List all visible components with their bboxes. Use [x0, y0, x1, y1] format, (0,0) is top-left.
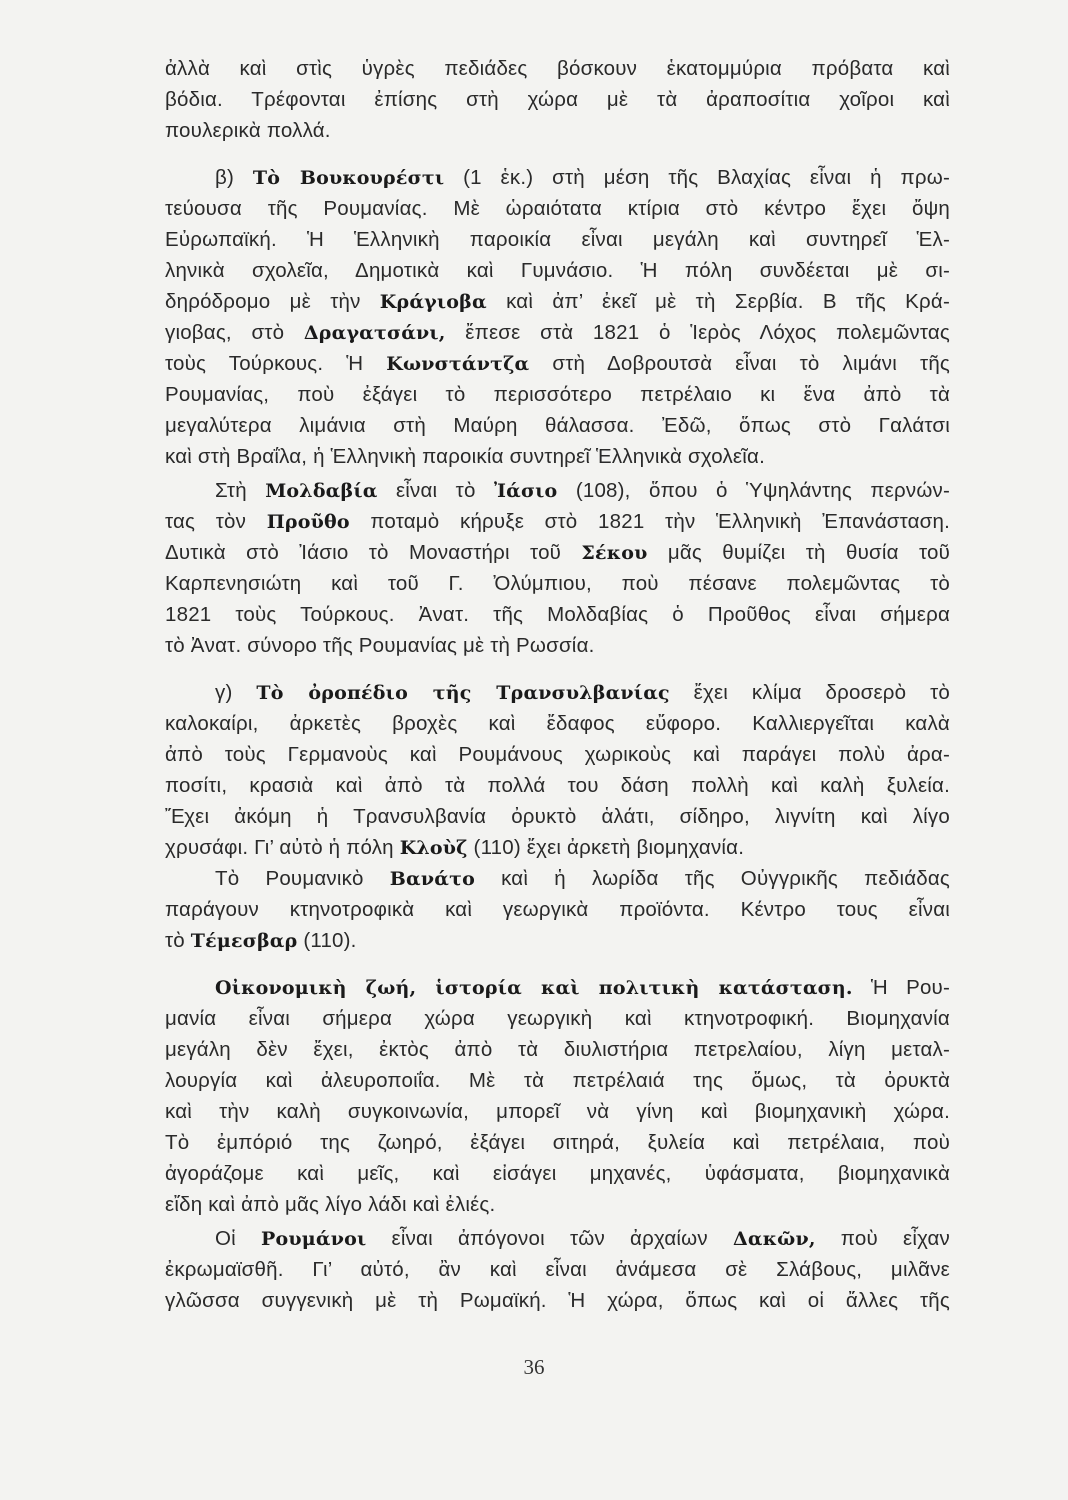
paragraph — [165, 972, 950, 1220]
text-segment: ποὺ εἶχαν — [815, 1227, 950, 1250]
text-segment: Τὸ ἐμπόριό της ζωηρό, ἐξάγει σιτηρά, ξυλεία καὶ πετρέλαια, ποὺ — [165, 1131, 950, 1154]
text-segment: (110). — [297, 929, 357, 952]
text-segment: ποταμὸ κήρυξε στὸ 1821 τὴν Ἑλληνικὴ Ἐπανάσταση. — [349, 510, 950, 533]
paragraph — [165, 863, 950, 956]
text-line — [165, 162, 950, 193]
text-segment: Ρουμανίας, ποὺ ἐξάγει τὸ περισσότερο πετρέλαιο κι ἕνα ἀπὸ τὰ — [165, 383, 950, 406]
text-segment: πουλερικὰ πολλά. — [165, 119, 331, 142]
text-line — [165, 475, 950, 506]
text-segment: τὸ — [165, 929, 191, 952]
text-line — [165, 863, 950, 894]
text-segment: Δυτικὰ στὸ Ἰάσιο τὸ Μοναστήρι τοῦ — [165, 541, 582, 564]
text-segment: Τὸ Ρουμανικὸ — [215, 867, 390, 890]
text-line — [165, 1096, 950, 1127]
paragraph — [165, 162, 950, 472]
text-line — [165, 410, 950, 441]
text-segment: γ) — [215, 681, 257, 704]
text-segment: καὶ τὴν καλὴ συγκοινωνία, μπορεῖ νὰ γίνη καὶ βιομηχανικὴ χώρα. — [165, 1100, 950, 1123]
text-segment: χρυσάφι. Γι’ αὐτὸ ἡ πόλη — [165, 836, 400, 859]
text-segment: στὴ Δοβρουτσὰ εἶναι τὸ λιμάνι τῆς — [529, 352, 950, 375]
text-segment: τὸ Ἀνατ. σύνορο τῆς Ρουμανίας μὲ τὴ Ρωσσία. — [165, 634, 595, 657]
text-segment: μανία εἶναι σήμερα χώρα γεωργικὴ καὶ κτηνοτροφική. Βιομηχανία — [165, 1007, 950, 1030]
text-segment: (110) ἔχει ἀρκετὴ βιομηχανία. — [467, 836, 745, 859]
text-segment: Καρπενησιώτη καὶ τοῦ Γ. Ὀλύμπιου, ποὺ πέσανε πολεμῶντας τὸ — [165, 572, 950, 595]
paragraph — [165, 53, 950, 146]
text-line — [165, 677, 950, 708]
bold-term: Ἰάσιο — [493, 480, 558, 502]
text-segment: βόδια. Τρέφονται ἐπίσης στὴ χώρα μὲ τὰ ἀραποσίτια χοῖροι καὶ — [165, 88, 950, 111]
bold-term: Κράγιοβα — [379, 291, 487, 313]
bold-term: Τὸ ὀροπέδιο τῆς Τρανσυλβανίας — [256, 682, 670, 704]
text-segment: Οἱ — [215, 1227, 262, 1250]
bold-term: Ρουμάνοι — [261, 1228, 367, 1250]
text-line — [165, 53, 950, 84]
text-line — [165, 1065, 950, 1096]
text-segment: ἔχει κλίμα δροσερὸ τὸ — [669, 681, 951, 704]
text-line — [165, 348, 950, 379]
text-line — [165, 801, 950, 832]
text-segment: Εὐρωπαϊκή. Ἡ Ἑλληνικὴ παροικία εἶναι μεγάλη καὶ συντηρεῖ Ἑλ- — [165, 228, 950, 251]
text-line — [165, 193, 950, 224]
text-line — [165, 1285, 950, 1316]
page-body — [165, 53, 950, 1316]
text-segment: (108), ὅπου ὁ Ὑψηλάντης περνών- — [557, 479, 951, 502]
text-line — [165, 317, 950, 348]
bold-term: Κωνστάντζα — [386, 353, 530, 375]
text-segment: μεγαλύτερα λιμάνια στὴ Μαύρη θάλασσα. Ἐδῶ, ὅπως στὸ Γαλάτσι — [165, 414, 950, 437]
text-segment: (1 ἑκ.) στὴ μέση τῆς Βλαχίας εἶναι ἡ πρω- — [444, 166, 950, 189]
text-segment: ποσίτι, κρασιὰ καὶ ἀπὸ τὰ πολλά του δάση πολλὴ καὶ καλὴ ξυλεία. — [165, 774, 950, 797]
page-number: 36 — [523, 1355, 545, 1379]
text-line — [165, 599, 950, 630]
paragraph — [165, 475, 950, 661]
text-segment: καὶ ἡ λωρίδα τῆς Οὐγγρικῆς πεδιάδας — [474, 867, 950, 890]
bold-term: Κλοὺζ — [399, 837, 468, 859]
text-segment: ληνικὰ σχολεῖα, Δημοτικὰ καὶ Γυμνάσιο. Ἡ πόλη συνδέεται μὲ σι- — [165, 259, 950, 282]
text-segment: εἶναι ἀπόγονοι τῶν ἀρχαίων — [366, 1227, 733, 1250]
text-segment: καλοκαίρι, ἀρκετὲς βροχὲς καὶ ἔδαφος εὔφορο. Καλλιεργεῖται καλὰ — [165, 712, 950, 735]
text-segment: ἀπὸ τοὺς Γερμανοὺς καὶ Ρουμάνους χωρικοὺς καὶ παράγει πολὺ ἀρα- — [165, 743, 950, 766]
text-segment: τοὺς Τούρκους. Ἡ — [165, 352, 387, 375]
bold-term: Βανάτο — [389, 868, 475, 890]
text-line — [165, 1158, 950, 1189]
text-segment: γλῶσσα συγγενικὴ μὲ τὴ Ρωμαϊκή. Ἡ χώρα, ὅπως καὶ οἱ ἄλλες τῆς — [165, 1289, 950, 1312]
text-segment: γιοβας, στὸ — [165, 321, 304, 344]
text-segment: δηρόδρομο μὲ τὴν — [165, 290, 380, 313]
bold-term: Σέκου — [581, 542, 648, 564]
text-line — [165, 1223, 950, 1254]
text-line — [165, 286, 950, 317]
text-segment: Στὴ — [215, 479, 266, 502]
text-segment: μεγάλη δὲν ἔχει, ἐκτὸς ἀπὸ τὰ διυλιστήρια πετρελαίου, λίγη μεταλ- — [165, 1038, 950, 1061]
text-segment: ἀγοράζομε καὶ μεῖς, καὶ εἰσάγει μηχανές, ὑφάσματα, βιομηχανικὰ — [165, 1162, 950, 1185]
text-segment: παράγουν κτηνοτροφικὰ καὶ γεωργικὰ προϊόντα. Κέντρο τους εἶναι — [165, 898, 950, 921]
text-line — [165, 1254, 950, 1285]
text-line — [165, 1003, 950, 1034]
text-segment: εἴδη καὶ ἀπὸ μᾶς λίγο λάδι καὶ ἐλιές. — [165, 1193, 496, 1216]
text-segment: ἐκρωμαϊσθῆ. Γι’ αὐτό, ἂν καὶ εἶναι ἀνάμεσα σὲ Σλάβους, μιλᾶνε — [165, 1258, 950, 1281]
text-segment: ἀλλὰ καὶ στὶς ὑγρὲς πεδιάδες βόσκουν ἑκατομμύρια πρόβατα καὶ — [165, 57, 950, 80]
text-segment: β) — [215, 166, 253, 189]
bold-term: Μολδαβία — [265, 480, 378, 502]
bold-term: Προῦθο — [266, 511, 350, 533]
text-segment: καὶ στὴ Βραΐλα, ἡ Ἑλληνικὴ παροικία συντηρεῖ Ἑλληνικὰ σχολεῖα. — [165, 445, 765, 468]
text-line — [165, 255, 950, 286]
text-line — [165, 568, 950, 599]
text-line — [165, 1034, 950, 1065]
text-segment: μᾶς θυμίζει τὴ θυσία τοῦ — [647, 541, 950, 564]
text-segment: καὶ ἀπ’ ἐκεῖ μὲ τὴ Σερβία. Β τῆς Κρά- — [486, 290, 950, 313]
text-line — [165, 832, 950, 863]
bold-term: Τέμεσβαρ — [190, 930, 298, 952]
text-line — [165, 379, 950, 410]
text-line — [165, 115, 950, 146]
text-line — [165, 84, 950, 115]
text-line — [165, 739, 950, 770]
text-line — [165, 972, 950, 1003]
text-segment: Ἔχει ἀκόμη ἡ Τρανσυλβανία ὀρυκτὸ ἁλάτι, σίδηρο, λιγνίτη καὶ λίγο — [165, 805, 950, 828]
text-segment: τεύουσα τῆς Ρουμανίας. Μὲ ὡραιότατα κτίρια στὸ κέντρο ἔχει ὄψη — [165, 197, 950, 220]
text-line — [165, 537, 950, 568]
text-segment: 1821 τοὺς Τούρκους. Ἀνατ. τῆς Μολδαβίας ὁ Προῦθος εἶναι σήμερα — [165, 603, 950, 626]
bold-term: Δραγατσάνι, — [303, 322, 446, 344]
text-segment: εἶναι τὸ — [377, 479, 494, 502]
bold-term: Δακῶν, — [732, 1228, 816, 1250]
bold-term: Τὸ Βουκουρέστι — [252, 167, 445, 189]
text-line — [165, 630, 950, 661]
text-segment: Ἡ Ρου- — [852, 976, 950, 999]
text-segment: λουργία καὶ ἀλευροποιΐα. Μὲ τὰ πετρέλαιά της ὅμως, τὰ ὀρυκτὰ — [165, 1069, 950, 1092]
text-line — [165, 894, 950, 925]
text-line — [165, 1127, 950, 1158]
text-line — [165, 224, 950, 255]
text-line — [165, 708, 950, 739]
text-line — [165, 925, 950, 956]
text-line — [165, 1189, 950, 1220]
text-segment: τας τὸν — [165, 510, 267, 533]
paragraph — [165, 677, 950, 863]
bold-term: Οἰκονομικὴ ζωή, ἱστορία καὶ πολιτικὴ κατάσταση. — [215, 977, 853, 999]
text-line — [165, 770, 950, 801]
text-segment: ἔπεσε στὰ 1821 ὁ Ἱερὸς Λόχος πολεμῶντας — [445, 321, 950, 344]
text-line — [165, 506, 950, 537]
text-line — [165, 441, 950, 472]
paragraph — [165, 1223, 950, 1316]
